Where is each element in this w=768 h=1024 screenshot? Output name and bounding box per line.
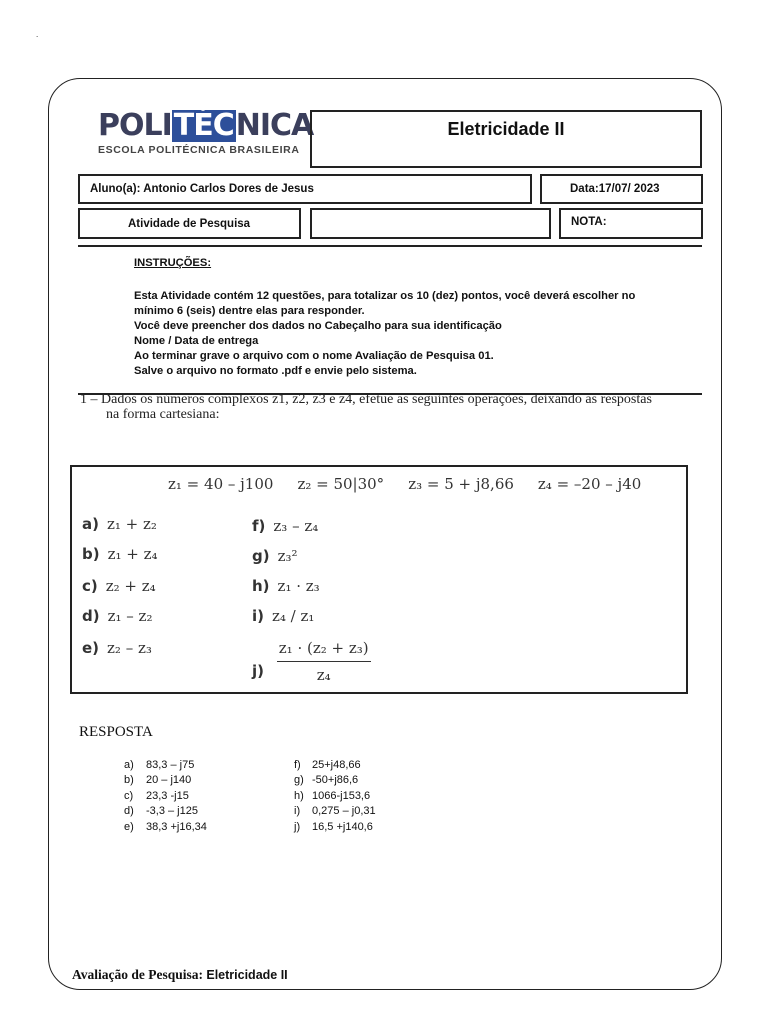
subject-title: Eletricidade II bbox=[447, 118, 565, 139]
subject-box bbox=[310, 110, 702, 168]
operation-item: g) z₃² bbox=[252, 547, 298, 565]
fraction-expression bbox=[277, 639, 371, 684]
z1-definition: z₁ = 40 – j100 bbox=[168, 475, 274, 493]
instruction-line: Você deve preencher dos dados no Cabeçalho para sua identificação bbox=[134, 320, 502, 332]
answer-item: a) 83,3 – j75 bbox=[124, 759, 195, 771]
instruction-line: Nome / Data de entrega bbox=[134, 335, 259, 347]
answer-item: d) -3,3 – j125 bbox=[124, 805, 198, 818]
answer-item: b) 20 – j140 bbox=[124, 774, 192, 787]
operation-item: i) z₄ / z₁ bbox=[252, 607, 315, 625]
grade-field bbox=[559, 208, 703, 239]
operations-box bbox=[70, 465, 688, 694]
student-name: Aluno(a): Antonio Carlos Dores de Jesus bbox=[90, 183, 314, 195]
z2-definition: z₂ = 50|30° bbox=[297, 475, 385, 493]
answer-item: j) 16,5 +j140,6 bbox=[294, 820, 373, 833]
answer-item: h) 1066-j153,6 bbox=[294, 789, 371, 802]
answer-item: i) 0,275 – j0,31 bbox=[294, 805, 376, 818]
logo-part-highlight: TÉC bbox=[173, 108, 234, 143]
instruction-line: mínimo 6 (seis) dentre elas para responder. bbox=[134, 305, 365, 317]
question-text bbox=[80, 392, 700, 422]
date-value: Data:17/07/ 2023 bbox=[570, 183, 660, 195]
logo-part-right: NICA bbox=[235, 108, 314, 143]
logo-part-left: POLI bbox=[98, 108, 172, 143]
page-footer bbox=[72, 967, 288, 983]
date-field bbox=[540, 174, 703, 204]
instruction-line: Esta Atividade contém 12 questões, para totalizar os 10 (dez) pontos, você deverá escolher no bbox=[134, 290, 636, 302]
header-divider bbox=[78, 245, 702, 247]
answers-title: RESPOSTA bbox=[79, 724, 153, 740]
answer-item: f) 25+j48,66 bbox=[294, 759, 361, 771]
fraction-denominator: z₄ bbox=[316, 666, 331, 684]
operation-item: d) z₁ – z₂ bbox=[82, 607, 153, 625]
institution-logo bbox=[98, 108, 314, 160]
footer-label: Avaliação de Pesquisa: bbox=[72, 967, 203, 982]
operation-item: h) z₁ · z₃ bbox=[252, 577, 320, 595]
activity-type: Atividade de Pesquisa bbox=[128, 217, 251, 230]
instructions bbox=[134, 256, 704, 379]
answer-item: c) 23,3 -j15 bbox=[124, 789, 189, 802]
logo-subtitle: ESCOLA POLITÉCNICA BRASILEIRA bbox=[98, 144, 300, 156]
student-field bbox=[78, 174, 532, 204]
operation-item: c) z₂ + z₄ bbox=[82, 577, 156, 595]
complex-numbers bbox=[168, 475, 668, 493]
operation-item: e) z₂ – z₃ bbox=[82, 639, 152, 657]
answers-column-right bbox=[294, 758, 376, 835]
instruction-line: Ao terminar grave o arquivo com o nome Avaliação de Pesquisa 01. bbox=[134, 350, 494, 362]
question-line: na forma cartesiana: bbox=[106, 407, 220, 422]
z4-definition: z₄ = –20 – j40 bbox=[537, 475, 642, 493]
operation-item: a) z₁ + z₂ bbox=[82, 515, 157, 533]
blank-field bbox=[310, 208, 551, 239]
operation-item: f) z₃ – z₄ bbox=[252, 517, 319, 535]
fraction-numerator: z₁ · (z₂ + z₃) bbox=[277, 639, 371, 662]
grade-label: NOTA: bbox=[571, 216, 607, 228]
instructions-heading: INSTRUÇÕES: bbox=[134, 257, 212, 269]
operation-item-fraction: j) $\frac{\text{z₁ · (z₂ + z₃)}}{\text{z₄}}$ bbox=[252, 639, 369, 684]
activity-field bbox=[78, 208, 301, 239]
operation-item: b) z₁ + z₄ bbox=[82, 545, 158, 563]
answer-item: e) 38,3 +j16,34 bbox=[124, 820, 207, 833]
answer-item: g) -50+j86,6 bbox=[294, 774, 359, 787]
z3-definition: z₃ = 5 + j8,66 bbox=[408, 475, 514, 493]
instruction-line: Salve o arquivo no formato .pdf e envie pelo sistema. bbox=[134, 365, 417, 377]
page-marker: . bbox=[36, 30, 39, 39]
answers-column-left bbox=[124, 758, 207, 835]
logo-wordmark bbox=[98, 108, 314, 143]
footer-subject: Eletricidade II bbox=[206, 968, 288, 982]
question-line: 1 – Dados os números complexos z1, z2, z3 e z4, efetue as seguintes operações, deixando as respostas bbox=[80, 392, 652, 407]
